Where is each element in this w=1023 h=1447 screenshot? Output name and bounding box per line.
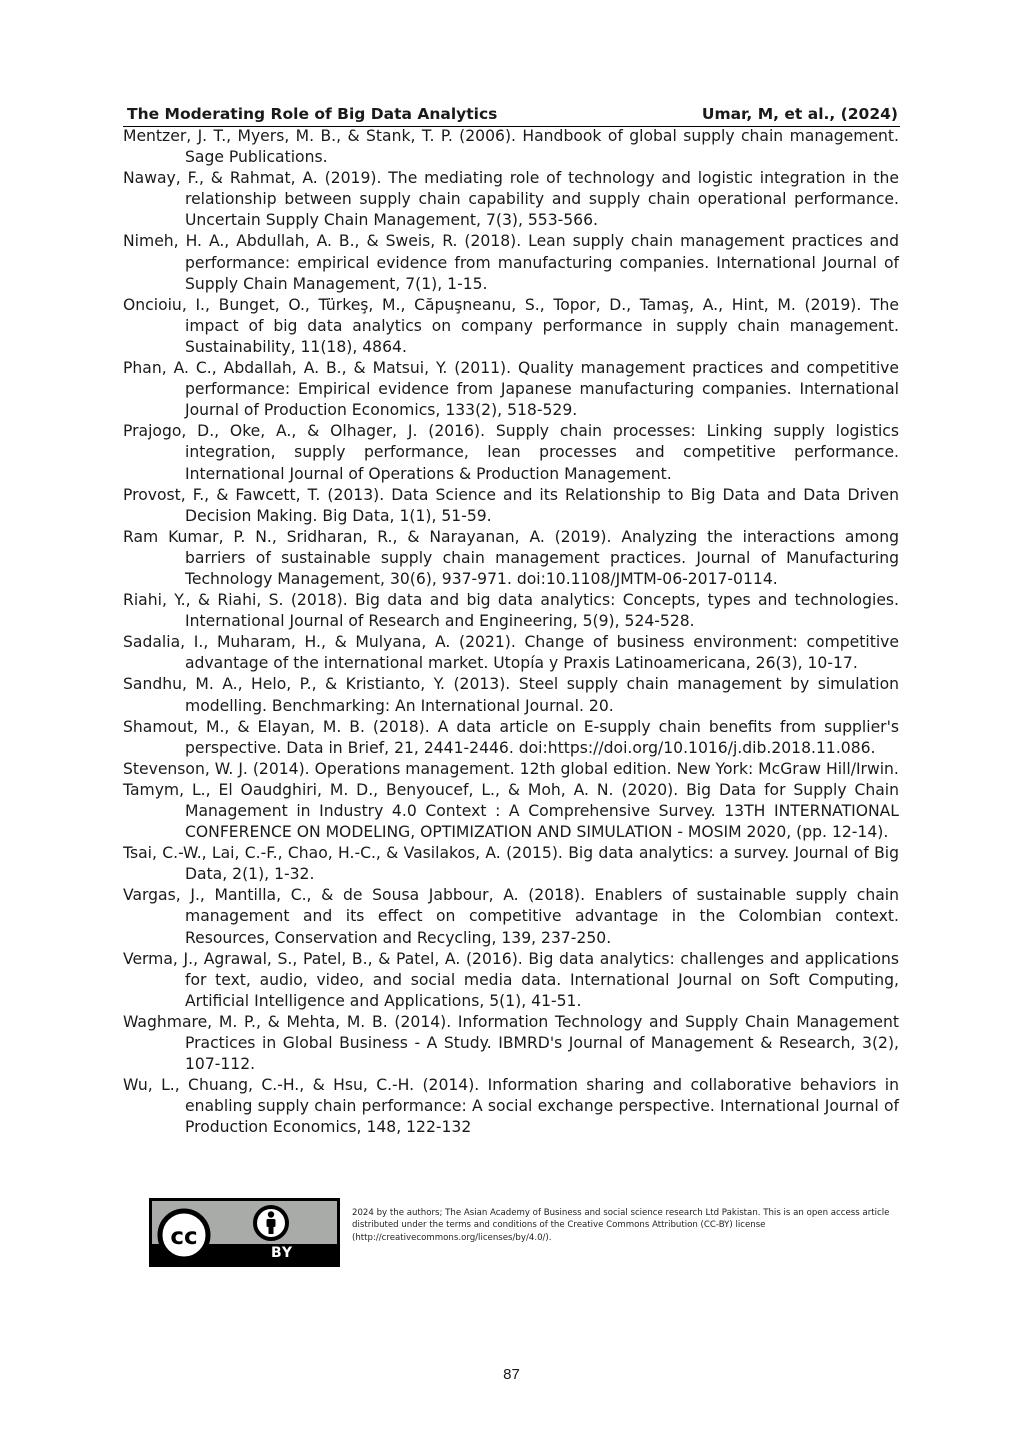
header-title: The Moderating Role of Big Data Analytics	[127, 105, 498, 123]
reference-item: Shamout, M., & Elayan, M. B. (2018). A data article on E-supply chain benefits from supplier's perspective. Data in Brief, 21, 2441-2446. doi:https://doi.org/10.1016/j.dib.2018.11.086.	[123, 717, 899, 757]
license-text: 2024 by the authors; The Asian Academy of Business and social science research Ltd Pakistan. This is an open access article distributed under the terms and conditions of the Creative Commons Attribution (CC-BY) license (http://creativecommons.org/licenses/by/4.0/).	[352, 1208, 890, 1243]
reference-item: Prajogo, D., Oke, A., & Olhager, J. (2016). Supply chain processes: Linking supply logistics integration, supply performance, lean processes and competitive performance. International Journal of Operations & Production Management.	[123, 422, 899, 483]
reference-item: Nimeh, H. A., Abdullah, A. B., & Sweis, R. (2018). Lean supply chain management practices and performance: empirical evidence from manufacturing companies. International Journal of Supply Chain Management, 7(1), 1-15.	[123, 232, 899, 293]
reference-item: Sandhu, M. A., Helo, P., & Kristianto, Y. (2013). Steel supply chain management by simulation modelling. Benchmarking: An International Journal. 20.	[123, 675, 899, 715]
attribution-person-icon	[252, 1204, 290, 1242]
reference-item: Tsai, C.-W., Lai, C.-F., Chao, H.-C., & Vasilakos, A. (2015). Big data analytics: a survey. Journal of Big Data, 2(1), 1-32.	[123, 844, 899, 884]
reference-item: Vargas, J., Mantilla, C., & de Sousa Jabbour, A. (2018). Enablers of sustainable supply chain management and its effect on competitive advantage in the Colombian context. Resources, Conservation and Recycling, 139, 237-250.	[123, 886, 899, 947]
reference-item: Provost, F., & Fawcett, T. (2013). Data Science and its Relationship to Big Data and Data Driven Decision Making. Big Data, 1(1), 51-59.	[123, 485, 899, 525]
by-label: BY	[271, 1245, 294, 1261]
reference-item: Riahi, Y., & Riahi, S. (2018). Big data and big data analytics: Concepts, types and technologies. International Journal of Research and Engineering, 5(9), 524-528.	[123, 591, 899, 631]
reference-item: Naway, F., & Rahmat, A. (2019). The mediating role of technology and logistic integration in the relationship between supply chain capability and supply chain operational performance. Uncertain Supply Chain Management, 7(3), 553-566.	[123, 169, 899, 230]
cc-logo-icon	[155, 1208, 215, 1262]
svg-text:cc: cc	[170, 1224, 198, 1250]
cc-by-license-badge	[149, 1198, 340, 1267]
reference-list	[123, 126, 899, 1139]
page-number: 87	[503, 1366, 520, 1383]
reference-item: Tamym, L., El Oaudghiri, M. D., Benyoucef, L., & Moh, A. N. (2020). Big Data for Supply Chain Management in Industry 4.0 Context : A Comprehensive Survey. 13TH INTERNATIONAL CONFERENCE ON MODELING, OPTIMIZATION AND SIMULATION - MOSIM 2020, (pp. 12-14).	[123, 780, 899, 842]
reference-item: Sadalia, I., Muharam, H., & Mulyana, A. (2021). Change of business environment: competitive advantage of the international market. Utopía y Praxis Latinoamericana, 26(3), 10-17.	[123, 633, 899, 673]
reference-item: Waghmare, M. P., & Mehta, M. B. (2014). Information Technology and Supply Chain Management Practices in Global Business - A Study. IBMRD's Journal of Management & Research, 3(2), 107-112.	[123, 1012, 899, 1074]
reference-item: Wu, L., Chuang, C.-H., & Hsu, C.-H. (2014). Information sharing and collaborative behaviors in enabling supply chain performance: A social exchange perspective. International Journal of Production Economics, 148, 122-132	[123, 1076, 899, 1137]
reference-item: Verma, J., Agrawal, S., Patel, B., & Patel, A. (2016). Big data analytics: challenges and applications for text, audio, video, and social media data. International Journal on Soft Computing, Artificial Intelligence and Applications, 5(1), 41-51.	[123, 949, 899, 1010]
running-header	[123, 104, 900, 127]
reference-item: Phan, A. C., Abdallah, A. B., & Matsui, Y. (2011). Quality management practices and competitive performance: Empirical evidence from Japanese manufacturing companies. International Journal of Production Economics, 133(2), 518-529.	[123, 359, 899, 420]
header-authors: Umar, M, et al., (2024)	[701, 105, 898, 123]
reference-item: Oncioiu, I., Bunget, O., Türkeş, M., Căpuşneanu, S., Topor, D., Tamaş, A., Hint, M. (2019). The impact of big data analytics on company performance in supply chain management. Sustainability, 11(18), 4864.	[123, 295, 899, 356]
reference-item: Mentzer, J. T., Myers, M. B., & Stank, T. P. (2006). Handbook of global supply chain management. Sage Publications.	[123, 127, 899, 167]
reference-item: Ram Kumar, P. N., Sridharan, R., & Narayanan, A. (2019). Analyzing the interactions among barriers of sustainable supply chain management practices. Journal of Manufacturing Technology Management, 30(6), 937-971. doi:10.1108/JMTM-06-2017-0114.	[123, 527, 899, 588]
reference-item: Stevenson, W. J. (2014). Operations management. 12th global edition. New York: McGraw Hill/Irwin.	[123, 759, 899, 778]
